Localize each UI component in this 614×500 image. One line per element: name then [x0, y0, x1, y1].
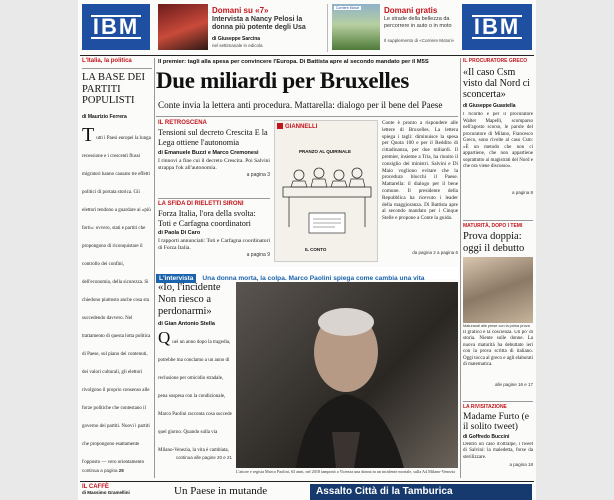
right-article-greco[interactable]: IL PROCURATORE GRECO «Il caso Csm visto dal Nord ci sconcerta» di Giuseppe Guastella l ricordo è per il procuratore Walter Mapelli, scomparso nell'agosto scorso, le parole del procuratore di Milano, Francesco Greco, sono rivolte al caso Csm: «È un metodo che non ci appartiene, che non appartiene soprattutto ai magistrati del Nord e che ora viene discusso». a pagina 8: [463, 58, 533, 195]
right-title: «Il caso Csm visto dal Nord ci sconcerta»: [463, 67, 530, 100]
interview-text[interactable]: «Io, l'incidente Non riesco a perdonarmi» di Gian Antonio Stella Q uei un anno dopo la tragedia, potrebbe ma conclamo a un anno di reclusione per omicidio stradale, pena sospesa con la condizionale, Marco Paolini racconta cosa succede quel giorno. Quando sulla via Milano-Venezia, la vita è cambiata, continua alle pagine 20 e 21: [158, 282, 232, 460]
ibm-ad-right[interactable]: IBM: [462, 4, 532, 50]
interview-title: «Io, l'incidente Non riesco a perdonarmi»: [158, 282, 221, 317]
promo2-note: Il supplemento di «Corriere Motori»: [384, 38, 455, 43]
promo1-byline: di Giuseppe Sarcina: [212, 36, 261, 42]
footer-headline[interactable]: Un Paese in mutande: [174, 485, 268, 497]
road-photo: [332, 4, 380, 50]
students-photo: [463, 257, 533, 323]
motori-badge: Corriere Motori: [336, 6, 360, 10]
left-body: T utti i Paesi europei la lunga recessione e i crescenti flussi migratori hanno causato tre effetti politici di portata storica. Gli elettori tendono a guardare ai «più forti»: ovvero, stati e partiti che propongono di riconquistare il controllo dei confini, dell'economia, della sicurezza. Si chiedono piuttosto anche cosa sta succedendo davvero. Nel trattamento di questa lotta politica di Paese, sul piano dei contenuti, dei valori culturali, gli elettori rivolgono il proprio consenso alle forze politiche che contestano il governo dei partiti. Nuovi i partiti che propongono esattamente l'opposto — vero orientamento: [82, 126, 151, 465]
top-rule: [80, 55, 534, 56]
promo-sette[interactable]: [158, 4, 328, 52]
promo-motori[interactable]: [332, 4, 458, 52]
portrait-illustration: [236, 282, 458, 468]
promo2-kicker: Domani gratis: [384, 6, 438, 15]
headline-strip: Il premier: tagli alla spesa per convincere l'Europa. Di Battista apre al secondo mandato per il M5S: [158, 59, 429, 65]
footer-banner[interactable]: Assalto Città di la Tamburica: [310, 484, 532, 500]
pelosi-photo: [158, 4, 208, 50]
cartoon-caption-bottom: IL CONTO: [305, 247, 327, 252]
interview-band: L'intervista Una donna morta, la colpa. Marco Paolini spiega come cambia una vita: [156, 267, 458, 279]
caffe-box[interactable]: IL CAFFÈ di Massimo Gramellini: [82, 484, 130, 495]
ibm-ad-left[interactable]: IBM: [82, 4, 150, 50]
photo-caption: L'attore e regista Marco Paolini, 63 anni, nel 2018 tamponò a Vicenza una donna in un incidente mortale, sulla A4 Milano-Venezia: [236, 469, 455, 474]
main-subhead: Conte invia la lettera anti procedura. Mattarella: dialogo per il bene del Paese: [158, 100, 443, 110]
right-article-maturita[interactable]: MATURITÀ, DOPO I TEMI Prova doppia: oggi il debutto Maturandi alle prese con la prima prova Il grafico e la coscienza. Un po' di storia. Niente sulle donne. La nuova maturità ha debuttato ieri con la prova scritta di italiano. Oggi tocca al greco e agli elaborati di matematica. alle pagine 16 e 17: [463, 223, 533, 387]
article-b-title: Forza Italia, l'ora della svolta: Toti e Carfagna coordinatori: [158, 209, 256, 228]
right-title3: Madame Furto (e il solito tweet): [463, 412, 529, 432]
cartoon-caption-top: PRANZO AL QUIRINALE: [299, 149, 352, 154]
left-kicker: L'Italia, la politica: [82, 58, 132, 64]
cartoon-label: GIANNELLI: [277, 123, 317, 130]
article-a-title: Tensioni sul decreto Crescita E la Lega ottiene l'autonomia: [158, 128, 268, 147]
right-article-furto[interactable]: LA RIVISITAZIONE Madame Furto (e il solito tweet) di Goffredo Buccini Dentro un caso d'oltralpe, i tweet di Salvini: la maledetta, forse da sterilizzare. a pagina 18: [463, 404, 533, 467]
right-title2: Prova doppia: oggi il debutto: [463, 231, 525, 254]
promo1-kicker: Domani su «7»: [212, 6, 269, 15]
cartoon-drawing: [279, 157, 375, 243]
article-retroscena[interactable]: IL RETROSCENA Tensioni sul decreto Crescita E la Lega ottiene l'autonomia di Emanuele Buzzi e Marco Cremonesi I rinnovi a fine cui il decreto Crescita. Poi Salvini strappa l'ok all'autonomia. a pagina 3: [158, 120, 270, 179]
promo1-note: nel settimanale in edicola: [212, 43, 263, 48]
article-forza-italia[interactable]: LA SFIDA DI RIELETTI SIRONI Forza Italia, l'ora della svolta: Toti e Carfagna coordinatori di Paola Di Caro I rapporti annunciati: Toti e Carfagna coordinatori di Forza Italia. a pagina 9: [158, 201, 270, 259]
main-story-body[interactable]: Conte è pronto a rispondere alle lettere di Bruxelles. La lettera spiega i tagli: diminuisce la spesa per Quota 100 e per il Reddito di cittadinanza, per due miliardi. Il premier, insieme a Tria, ha riunito il consiglio dei ministri. Salvini e Di Maio vogliono evitare che la procedura blocchi il Paese. Mattarella: il dialogo per il bene comune. Il presidente della Repubblica ha ricevuto i leader della maggioranza. Di Battista apre al secondo mandato per i Cinque Stelle e propone a Conte la guida. da pagina 2 a pagina 6: [382, 120, 458, 255]
left-byline: di Maurizio Ferrera: [82, 114, 127, 120]
left-column: [82, 58, 152, 478]
promo1-headline: Intervista a Nancy Pelosi la donna più potente degli Usa: [212, 16, 306, 31]
left-more[interactable]: continua a pagina 28: [82, 468, 124, 473]
main-headline[interactable]: Due miliardi per Bruxelles: [156, 68, 410, 93]
paolini-photo[interactable]: [236, 282, 458, 468]
newspaper-front-page: [78, 0, 536, 500]
left-title: LA BASE DEI PARTITI POPULISTI: [82, 72, 145, 106]
promo2-headline: Le strade della bellezza da percorrere in auto o in moto: [384, 16, 452, 29]
cartoon-box[interactable]: [274, 120, 378, 262]
